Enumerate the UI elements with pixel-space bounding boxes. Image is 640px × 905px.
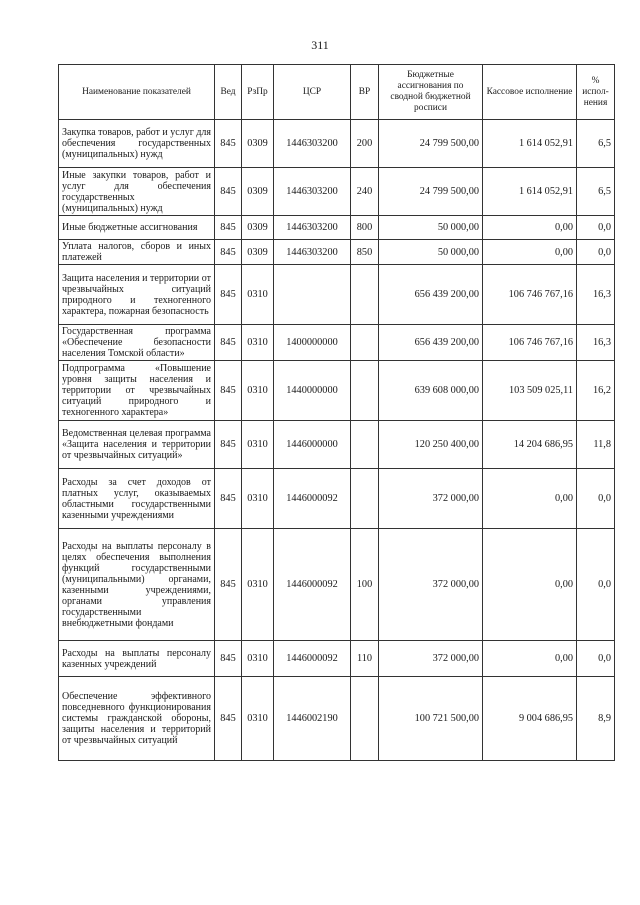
header-assignments: Бюджетные ассигнования по сводной бюджетной росписи <box>379 65 483 120</box>
table-row <box>59 120 615 168</box>
row-ved: 845 <box>215 265 242 325</box>
table-row <box>59 168 615 216</box>
row-ved: 845 <box>215 641 242 677</box>
row-vr: 850 <box>351 240 379 265</box>
header-cash-execution: Кассовое исполнение <box>483 65 577 120</box>
row-percent: 16,2 <box>577 361 615 421</box>
row-ved: 845 <box>215 325 242 361</box>
row-rzpr: 0310 <box>242 361 274 421</box>
row-cash: 106 746 767,16 <box>483 325 577 361</box>
row-name: Расходы на выплаты персоналу казенных учреждений <box>59 641 215 677</box>
row-name: Государственная программа «Обеспечение безопасности населения Томской области» <box>59 325 215 361</box>
row-csr: 1440000000 <box>274 361 351 421</box>
header-vr: ВР <box>351 65 379 120</box>
budget-table <box>58 64 615 761</box>
row-csr <box>274 265 351 325</box>
row-percent: 0,0 <box>577 641 615 677</box>
row-vr <box>351 677 379 761</box>
row-csr: 1446303200 <box>274 240 351 265</box>
row-name: Иные закупки товаров, работ и услуг для обеспечения государственных (муниципальных) нужд <box>59 168 215 216</box>
row-csr: 1446303200 <box>274 120 351 168</box>
row-ved: 845 <box>215 216 242 240</box>
header-rzpr: РзПр <box>242 65 274 120</box>
row-ved: 845 <box>215 677 242 761</box>
table-header-row <box>59 65 615 120</box>
table-row <box>59 265 615 325</box>
header-percent: % испол-нения <box>577 65 615 120</box>
row-cash: 1 614 052,91 <box>483 168 577 216</box>
row-name: Расходы на выплаты персоналу в целях обеспечения выполнения функций государственными (муниципальными) органами, казенными учреждениями, органами управления государственными внебюджетными фондами <box>59 529 215 641</box>
row-rzpr: 0309 <box>242 216 274 240</box>
table-row <box>59 216 615 240</box>
row-csr: 1446303200 <box>274 216 351 240</box>
row-vr: 800 <box>351 216 379 240</box>
row-percent: 0,0 <box>577 216 615 240</box>
row-csr: 1446000092 <box>274 641 351 677</box>
row-rzpr: 0310 <box>242 325 274 361</box>
row-vr <box>351 265 379 325</box>
row-rzpr: 0310 <box>242 469 274 529</box>
row-cash: 103 509 025,11 <box>483 361 577 421</box>
row-assignments: 24 799 500,00 <box>379 168 483 216</box>
table-row <box>59 361 615 421</box>
row-assignments: 372 000,00 <box>379 469 483 529</box>
row-percent: 0,0 <box>577 469 615 529</box>
row-vr: 240 <box>351 168 379 216</box>
row-name: Ведомственная целевая программа «Защита населения и территории от чрезвычайных ситуаций» <box>59 421 215 469</box>
row-rzpr: 0310 <box>242 677 274 761</box>
row-ved: 845 <box>215 529 242 641</box>
page-number: 311 <box>311 38 329 52</box>
row-csr: 1446002190 <box>274 677 351 761</box>
row-csr: 1446000000 <box>274 421 351 469</box>
table-row <box>59 529 615 641</box>
row-ved: 845 <box>215 240 242 265</box>
row-csr: 1400000000 <box>274 325 351 361</box>
row-percent: 0,0 <box>577 240 615 265</box>
row-percent: 16,3 <box>577 325 615 361</box>
row-assignments: 50 000,00 <box>379 216 483 240</box>
table-row <box>59 325 615 361</box>
row-cash: 0,00 <box>483 529 577 641</box>
row-cash: 0,00 <box>483 641 577 677</box>
row-assignments: 100 721 500,00 <box>379 677 483 761</box>
table-row <box>59 469 615 529</box>
row-ved: 845 <box>215 120 242 168</box>
row-vr: 100 <box>351 529 379 641</box>
row-cash: 0,00 <box>483 469 577 529</box>
row-percent: 8,9 <box>577 677 615 761</box>
row-ved: 845 <box>215 469 242 529</box>
row-rzpr: 0309 <box>242 120 274 168</box>
row-assignments: 50 000,00 <box>379 240 483 265</box>
row-percent: 16,3 <box>577 265 615 325</box>
row-assignments: 639 608 000,00 <box>379 361 483 421</box>
row-csr: 1446303200 <box>274 168 351 216</box>
row-ved: 845 <box>215 421 242 469</box>
row-assignments: 656 439 200,00 <box>379 325 483 361</box>
row-name: Иные бюджетные ассигнования <box>59 216 215 240</box>
row-assignments: 372 000,00 <box>379 641 483 677</box>
table-row <box>59 240 615 265</box>
row-percent: 6,5 <box>577 120 615 168</box>
row-name: Защита населения и территории от чрезвычайных ситуаций природного и техногенного характера, пожарная безопасность <box>59 265 215 325</box>
row-assignments: 372 000,00 <box>379 529 483 641</box>
row-name: Расходы за счет доходов от платных услуг, оказываемых областными государственными казенными учреждениями <box>59 469 215 529</box>
row-rzpr: 0310 <box>242 421 274 469</box>
row-percent: 11,8 <box>577 421 615 469</box>
table-row <box>59 641 615 677</box>
row-cash: 0,00 <box>483 216 577 240</box>
row-cash: 1 614 052,91 <box>483 120 577 168</box>
row-vr <box>351 421 379 469</box>
row-name: Уплата налогов, сборов и иных платежей <box>59 240 215 265</box>
row-ved: 845 <box>215 361 242 421</box>
row-rzpr: 0310 <box>242 641 274 677</box>
row-ved: 845 <box>215 168 242 216</box>
row-vr <box>351 469 379 529</box>
row-assignments: 120 250 400,00 <box>379 421 483 469</box>
row-assignments: 24 799 500,00 <box>379 120 483 168</box>
header-name: Наименование показателей <box>59 65 215 120</box>
row-cash: 14 204 686,95 <box>483 421 577 469</box>
row-vr <box>351 361 379 421</box>
row-rzpr: 0310 <box>242 529 274 641</box>
header-ved: Вед <box>215 65 242 120</box>
table-row <box>59 677 615 761</box>
row-rzpr: 0310 <box>242 265 274 325</box>
row-percent: 0,0 <box>577 529 615 641</box>
row-csr: 1446000092 <box>274 469 351 529</box>
row-name: Закупка товаров, работ и услуг для обеспечения государственных (муниципальных) нужд <box>59 120 215 168</box>
header-csr: ЦСР <box>274 65 351 120</box>
row-cash: 0,00 <box>483 240 577 265</box>
row-assignments: 656 439 200,00 <box>379 265 483 325</box>
row-vr: 200 <box>351 120 379 168</box>
row-rzpr: 0309 <box>242 240 274 265</box>
row-name: Обеспечение эффективного повседневного функционирования системы гражданской обороны, защиты населения и территорий от чрезвычайных ситуаций <box>59 677 215 761</box>
table-row <box>59 421 615 469</box>
row-percent: 6,5 <box>577 168 615 216</box>
row-vr: 110 <box>351 641 379 677</box>
row-cash: 9 004 686,95 <box>483 677 577 761</box>
row-rzpr: 0309 <box>242 168 274 216</box>
row-vr <box>351 325 379 361</box>
row-name: Подпрограмма «Повышение уровня защиты населения и территории от чрезвычайных ситуаций природного и техногенного характера» <box>59 361 215 421</box>
row-csr: 1446000092 <box>274 529 351 641</box>
row-cash: 106 746 767,16 <box>483 265 577 325</box>
